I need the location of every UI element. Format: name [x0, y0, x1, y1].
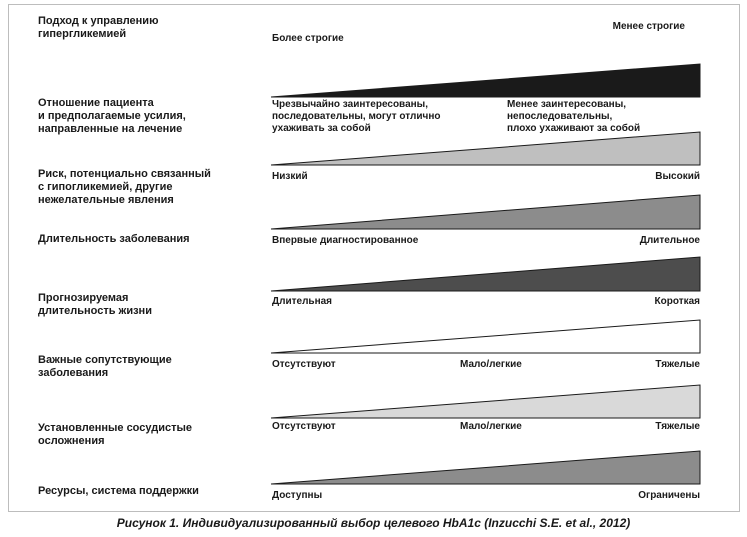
header-title: Подход к управлению гипергликемией [38, 15, 159, 40]
factor-left-value: Чрезвычайно заинтересованы, последовательны, могут отлично ухаживать за собой [272, 99, 441, 134]
factor-right-value: Длительное [639, 235, 700, 246]
factor-left-value: Впервые диагностированное [272, 235, 419, 246]
header-right-label: Менее строгие [612, 21, 685, 32]
factor-wedge [271, 257, 700, 291]
factor-right-value: Тяжелые [655, 359, 700, 370]
factor-label: Важные сопутствующие заболевания [38, 354, 172, 379]
factor-middle-value: Мало/легкие [460, 359, 522, 370]
factor-right-value: Высокий [655, 171, 700, 182]
factor-right-value: Тяжелые [655, 421, 700, 432]
factor-wedge [271, 132, 700, 165]
factor-label: Ресурсы, система поддержки [38, 485, 199, 497]
factor-left-value: Отсутствуют [272, 359, 336, 370]
figure-caption: Рисунок 1. Индивидуализированный выбор целевого HbA1c (Inzucchi S.E. et al., 2012) [116, 516, 631, 530]
factor-wedge [271, 451, 700, 484]
factor-wedge [271, 320, 700, 353]
factor-label: Установленные сосудистые осложнения [38, 422, 192, 447]
factor-wedge [271, 385, 700, 418]
factor-left-value: Длительная [272, 296, 333, 307]
factor-wedge [271, 64, 700, 97]
factor-middle-value: Мало/легкие [460, 421, 522, 432]
factor-wedge [271, 195, 700, 229]
factor-label: Прогнозируемая длительность жизни [38, 292, 152, 317]
factor-left-value: Отсутствуют [272, 421, 336, 432]
factor-left-value: Низкий [272, 171, 308, 182]
factor-label: Отношение пациента и предполагаемые усилия, направленные на лечение [38, 97, 186, 135]
factor-right-value: Короткая [654, 296, 700, 307]
factor-label: Длительность заболевания [38, 233, 190, 245]
factor-left-value: Доступны [272, 490, 323, 501]
factor-right-value: Ограничены [638, 490, 700, 501]
factor-label: Риск, потенциально связанный с гипогликемией, другие нежелательные явления [38, 168, 211, 206]
factor-right-value: Менее заинтересованы, непоследовательны, плохо ухаживают за собой [507, 99, 641, 134]
header-left-label: Более строгие [272, 33, 344, 44]
